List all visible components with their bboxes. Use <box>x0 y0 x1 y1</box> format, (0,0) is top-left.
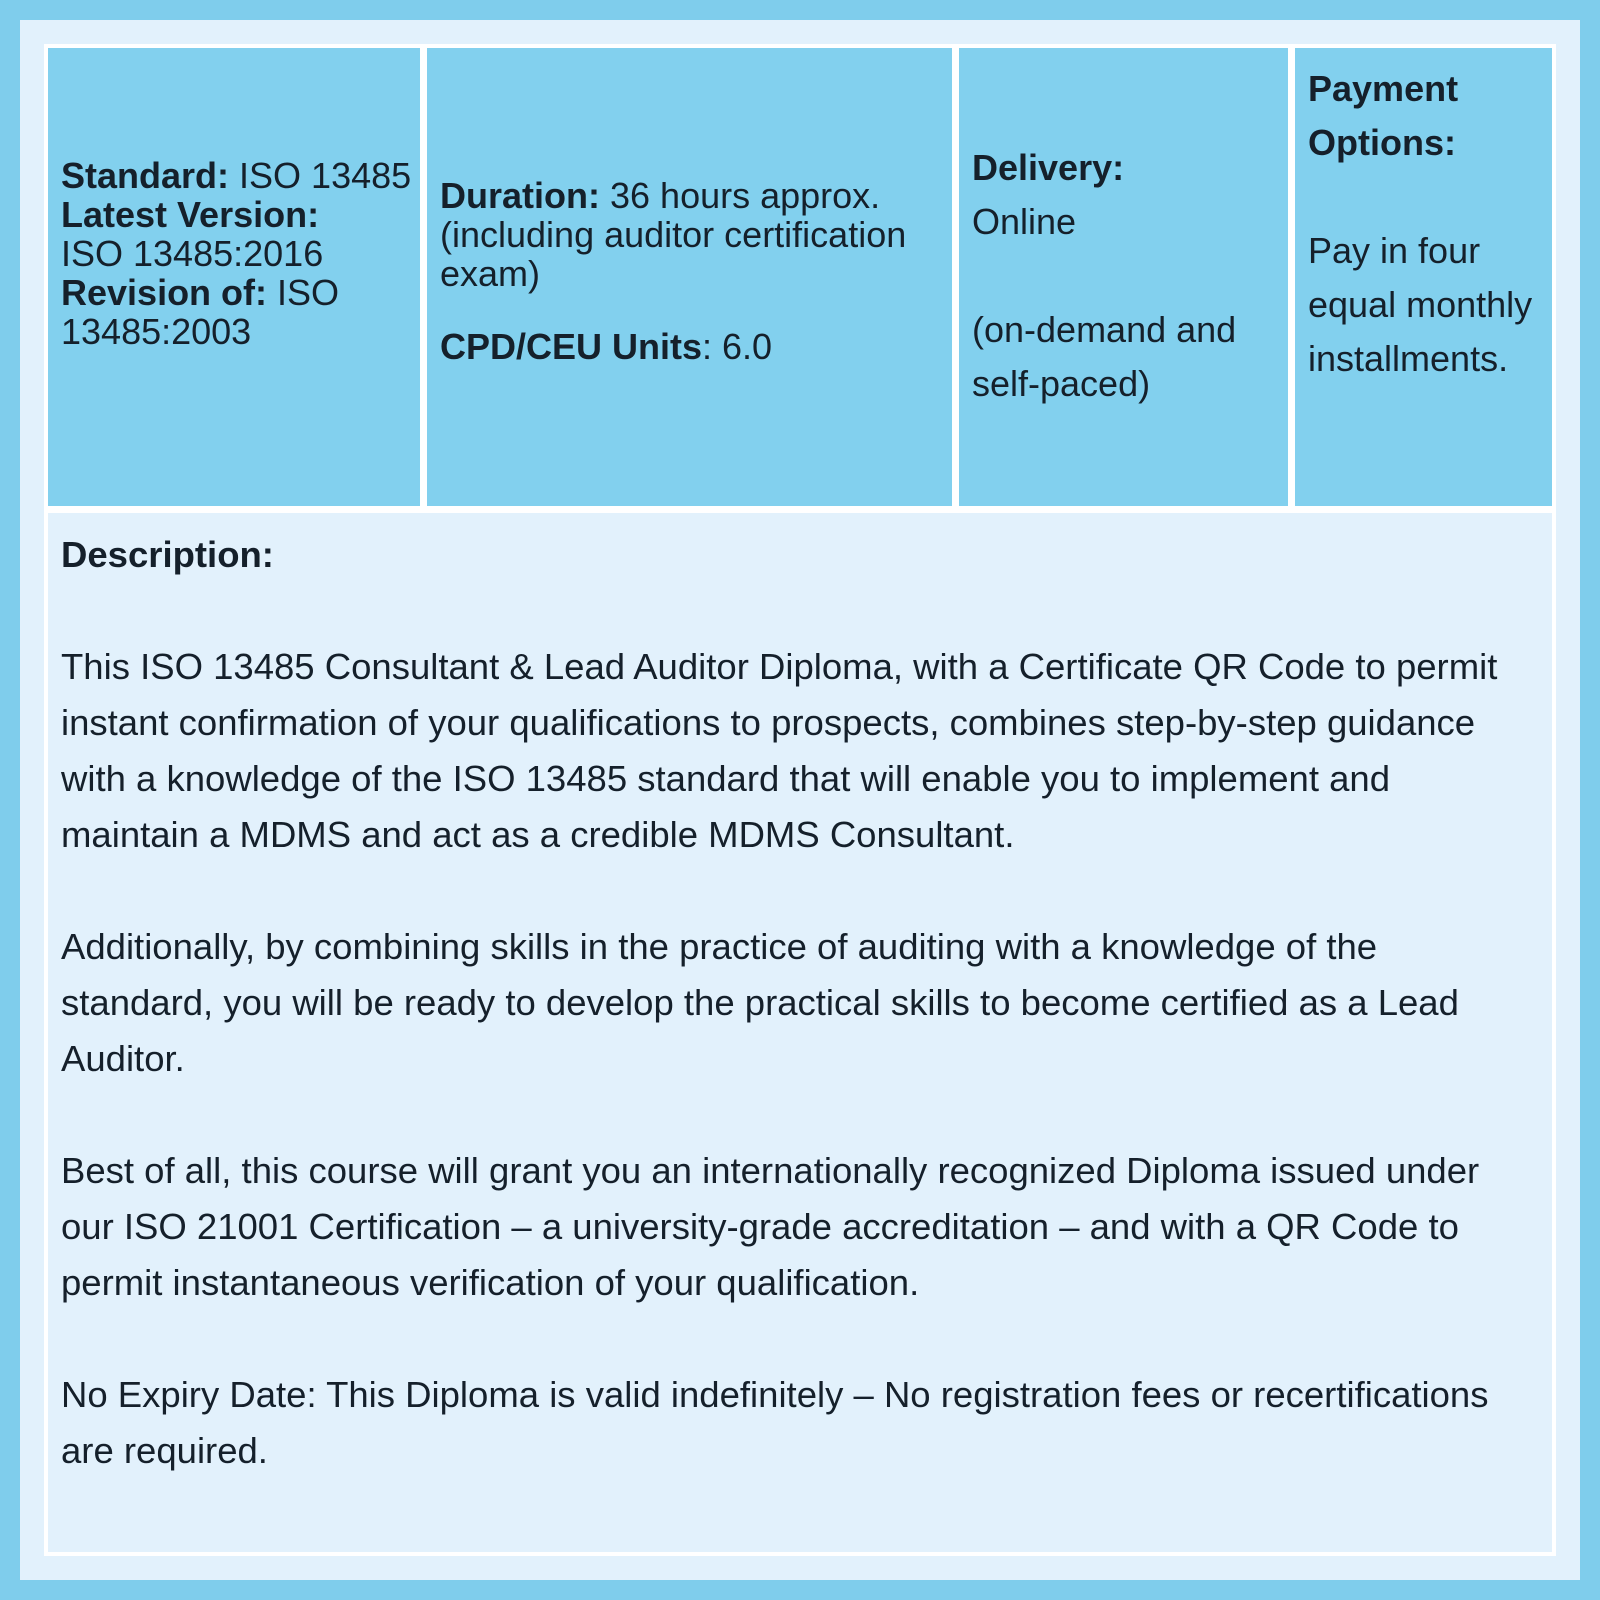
units-line <box>440 327 946 366</box>
standard-value: ISO 13485 <box>239 155 412 196</box>
payment-label: Payment Options: <box>1308 68 1459 163</box>
description-paragraph: Best of all, this course will grant you an internationally recognized Diploma issued under our ISO 21001 Certification – a university-grade accreditation – and with a QR Code to permit instantaneous verification of your qualification. <box>61 1150 1480 1303</box>
description-paragraph: No Expiry Date: This Diploma is valid indefinitely – No registration fees or recertifications are required. <box>61 1374 1489 1471</box>
payment-value: Pay in four equal monthly installments. <box>1308 230 1533 379</box>
duration-value: 36 hours approx. (including auditor certification exam) <box>440 175 907 294</box>
course-info-card <box>20 20 1580 1580</box>
description-section <box>48 513 1552 1552</box>
duration-cell <box>427 48 952 506</box>
revision-value: ISO 13485:2003 <box>61 272 340 352</box>
latest-version-value: ISO 13485:2016 <box>61 233 324 274</box>
payment-cell <box>1295 48 1552 506</box>
course-info-table <box>44 44 1556 1556</box>
duration-line <box>440 176 946 293</box>
latest-version-label: Latest Version: <box>61 194 320 235</box>
description-paragraph: This ISO 13485 Consultant & Lead Auditor Diploma, with a Certificate QR Code to permit instant confirmation of your qualifications to prospects, combines step-by-step guidance with a knowledge of the ISO 13485 standard that will enable you to implement and maintain a MDMS and act as a credible MDMS Consultant. <box>61 646 1498 855</box>
standard-cell <box>48 48 420 506</box>
delivery-label: Delivery: <box>972 147 1125 188</box>
delivery-cell <box>959 48 1288 506</box>
standard-label: Standard: <box>61 155 230 196</box>
description-paragraph: Additionally, by combining skills in the practice of auditing with a knowledge of the standard, you will be ready to develop the practical skills to become certified as a Lead Auditor. <box>61 926 1459 1079</box>
units-label: CPD/CEU Units <box>440 326 703 367</box>
units-value: : 6.0 <box>702 326 773 367</box>
delivery-value: Online <box>972 201 1077 242</box>
description-title: Description: <box>61 534 274 575</box>
duration-label: Duration: <box>440 175 600 216</box>
delivery-note: (on-demand and self-paced) <box>972 309 1237 404</box>
revision-label: Revision of: <box>61 272 268 313</box>
